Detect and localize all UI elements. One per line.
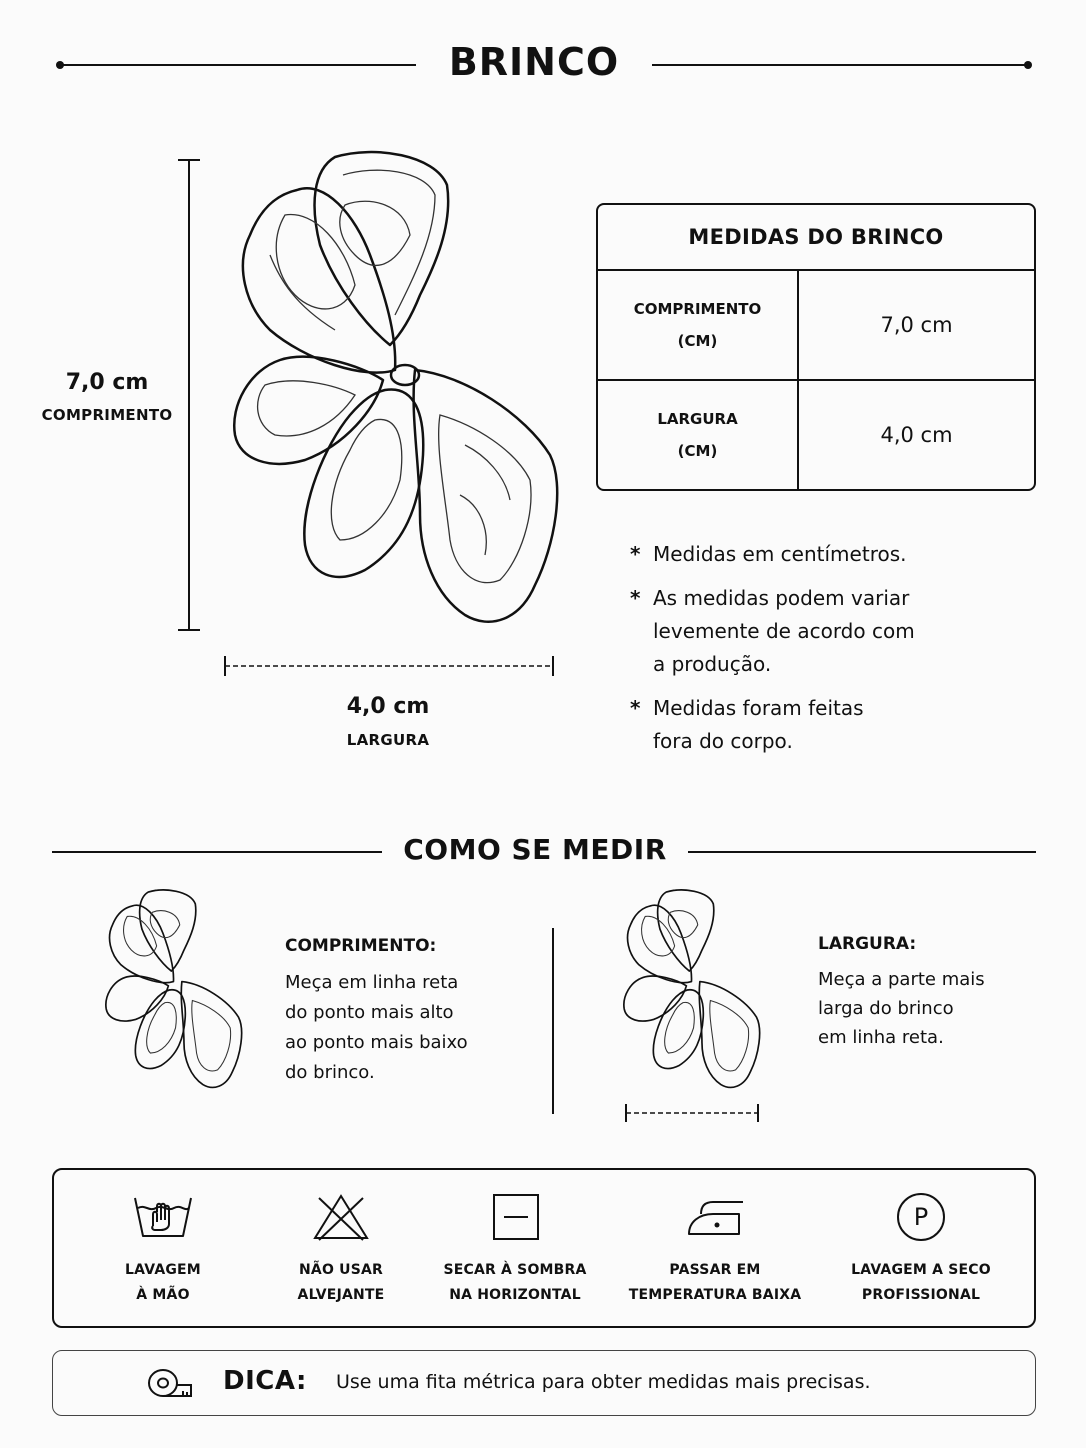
earring-length-illustration <box>102 885 247 1095</box>
length-value: 7,0 cm <box>65 370 149 395</box>
howto-length-title: COMPRIMENTO: <box>285 936 437 956</box>
length-label: COMPRIMENTO <box>41 406 173 424</box>
table-row-value: 4,0 cm <box>880 423 953 447</box>
tip-box <box>52 1350 1036 1416</box>
header-right-line <box>652 64 1028 66</box>
howto-width-text: Meça a parte mais larga do brinco em linha reta. <box>818 969 985 1048</box>
note-marker: * <box>630 586 641 610</box>
no-bleach-icon <box>309 1192 373 1242</box>
dry-clean-icon <box>889 1192 953 1242</box>
earring-width-illustration <box>620 885 765 1095</box>
dry-flat-shade-icon <box>483 1192 547 1242</box>
note-marker: * <box>630 542 641 566</box>
length-dimension-line <box>176 158 202 632</box>
note-item: * As medidas podem variar levemente de acordo com a produção. <box>630 582 990 681</box>
howto-title: COMO SE MEDIR <box>403 833 667 866</box>
earring-illustration <box>225 145 570 635</box>
care-item: SECAR À SOMBRA NA HORIZONTAL <box>420 1192 610 1308</box>
measures-table-title: MEDIDAS DO BRINCO <box>688 225 944 249</box>
care-instructions <box>52 1168 1036 1328</box>
iron-low-icon <box>683 1192 747 1242</box>
tip-text: Use uma fita métrica para obter medidas mais precisas. <box>336 1371 871 1393</box>
care-item: LAVAGEM À MÃO <box>68 1192 258 1308</box>
header-right-dot <box>1024 61 1032 69</box>
care-item: PASSAR EM TEMPERATURA BAIXA <box>620 1192 810 1308</box>
width-dimension-line <box>222 654 556 678</box>
note-item: * Medidas foram feitas fora do corpo. <box>630 692 990 758</box>
table-row-value: 7,0 cm <box>880 313 953 337</box>
note-marker: * <box>630 696 641 720</box>
care-item: NÃO USAR ALVEJANTE <box>246 1192 436 1308</box>
howto-left-line <box>52 851 382 853</box>
table-row-label: LARGURA (CM) <box>657 410 738 460</box>
table-row <box>598 379 1034 489</box>
howto-right-line <box>688 851 1036 853</box>
width-label: LARGURA <box>346 731 430 749</box>
measures-table <box>596 203 1036 491</box>
width-measure-line <box>623 1102 761 1124</box>
notes-list <box>630 538 990 769</box>
tip-label: DICA: <box>223 1366 307 1396</box>
howto-width-title: LARGURA: <box>818 934 917 954</box>
measuring-tape-icon <box>145 1365 195 1401</box>
header-left-line <box>60 64 416 66</box>
howto-divider <box>552 928 554 1114</box>
svg-text:P: P <box>913 1203 929 1231</box>
care-item: P LAVAGEM A SECO PROFISSIONAL <box>826 1192 1016 1308</box>
page-title: BRINCO <box>448 40 620 84</box>
note-item: * Medidas em centímetros. <box>630 538 990 571</box>
hand-wash-icon <box>131 1192 195 1242</box>
table-row <box>598 269 1034 381</box>
width-value: 4,0 cm <box>346 694 430 719</box>
howto-length-text: Meça em linha reta do ponto mais alto ao ponto mais baixo do brinco. <box>285 972 468 1083</box>
table-row-label: COMPRIMENTO (CM) <box>633 300 762 350</box>
